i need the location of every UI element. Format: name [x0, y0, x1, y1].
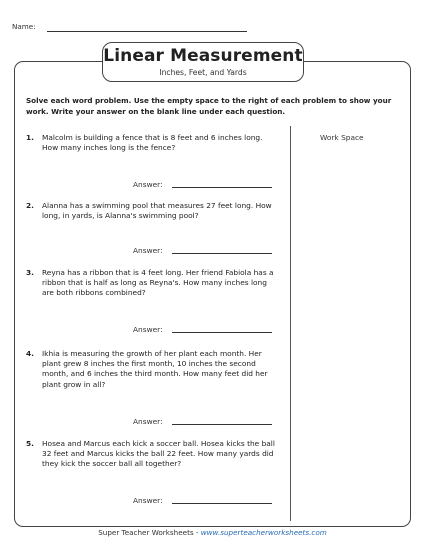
question-number: 4. [26, 349, 34, 358]
question-text: Hosea and Marcus each kick a soccer ball. Hosea kicks the ball 32 feet and Marcus kicks the ball 22 feet. How many yards did they kick the soccer ball all together? [42, 439, 275, 469]
answer-label: Answer: [133, 246, 163, 255]
question-number: 1. [26, 133, 34, 142]
question-3 [26, 268, 280, 299]
answer-label: Answer: [133, 325, 163, 334]
page-title: Linear Measurement [103, 46, 303, 66]
question-text: Malcolm is building a fence that is 8 feet and 6 inches long. How many inches long is the fence? [42, 133, 263, 153]
answer-line-4[interactable] [172, 424, 272, 425]
question-text: Ikhia is measuring the growth of her plant each month. Her plant grew 8 inches the first month, 10 inches the second month, and 6 inches the third month. How many feet did her plant grow in all? [42, 349, 268, 389]
work-space-divider [290, 126, 291, 521]
question-5 [26, 439, 280, 470]
question-number: 2. [26, 201, 34, 210]
instructions: Solve each word problem. Use the empty space to the right of each problem to show your work. Write your answer on the blank line under each question. [26, 96, 392, 117]
footer-url-link[interactable]: www.superteacherworksheets.com [200, 528, 327, 537]
answer-label: Answer: [133, 417, 163, 426]
answer-line-2[interactable] [172, 253, 272, 254]
answer-line-3[interactable] [172, 332, 272, 333]
question-number: 5. [26, 439, 34, 448]
footer-text: Super Teacher Worksheets - [98, 528, 201, 537]
question-text: Alanna has a swimming pool that measures 27 feet long. How long, in yards, is Alanna's swimming pool? [42, 201, 272, 221]
page-subtitle: Inches, Feet, and Yards [159, 68, 247, 77]
answer-label: Answer: [133, 180, 163, 189]
question-1 [26, 133, 280, 153]
name-label: Name: [12, 22, 36, 31]
footer [0, 528, 425, 537]
question-number: 3. [26, 268, 34, 277]
name-line[interactable] [47, 31, 247, 32]
question-2 [26, 201, 280, 221]
title-box [102, 42, 304, 82]
question-text: Reyna has a ribbon that is 4 feet long. Her friend Fabiola has a ribbon that is half as long as Reyna's. How many inches long are both ribbons combined? [42, 268, 274, 298]
answer-label: Answer: [133, 496, 163, 505]
answer-line-5[interactable] [172, 503, 272, 504]
question-4 [26, 349, 280, 390]
answer-line-1[interactable] [172, 187, 272, 188]
work-space-label: Work Space [320, 133, 364, 142]
